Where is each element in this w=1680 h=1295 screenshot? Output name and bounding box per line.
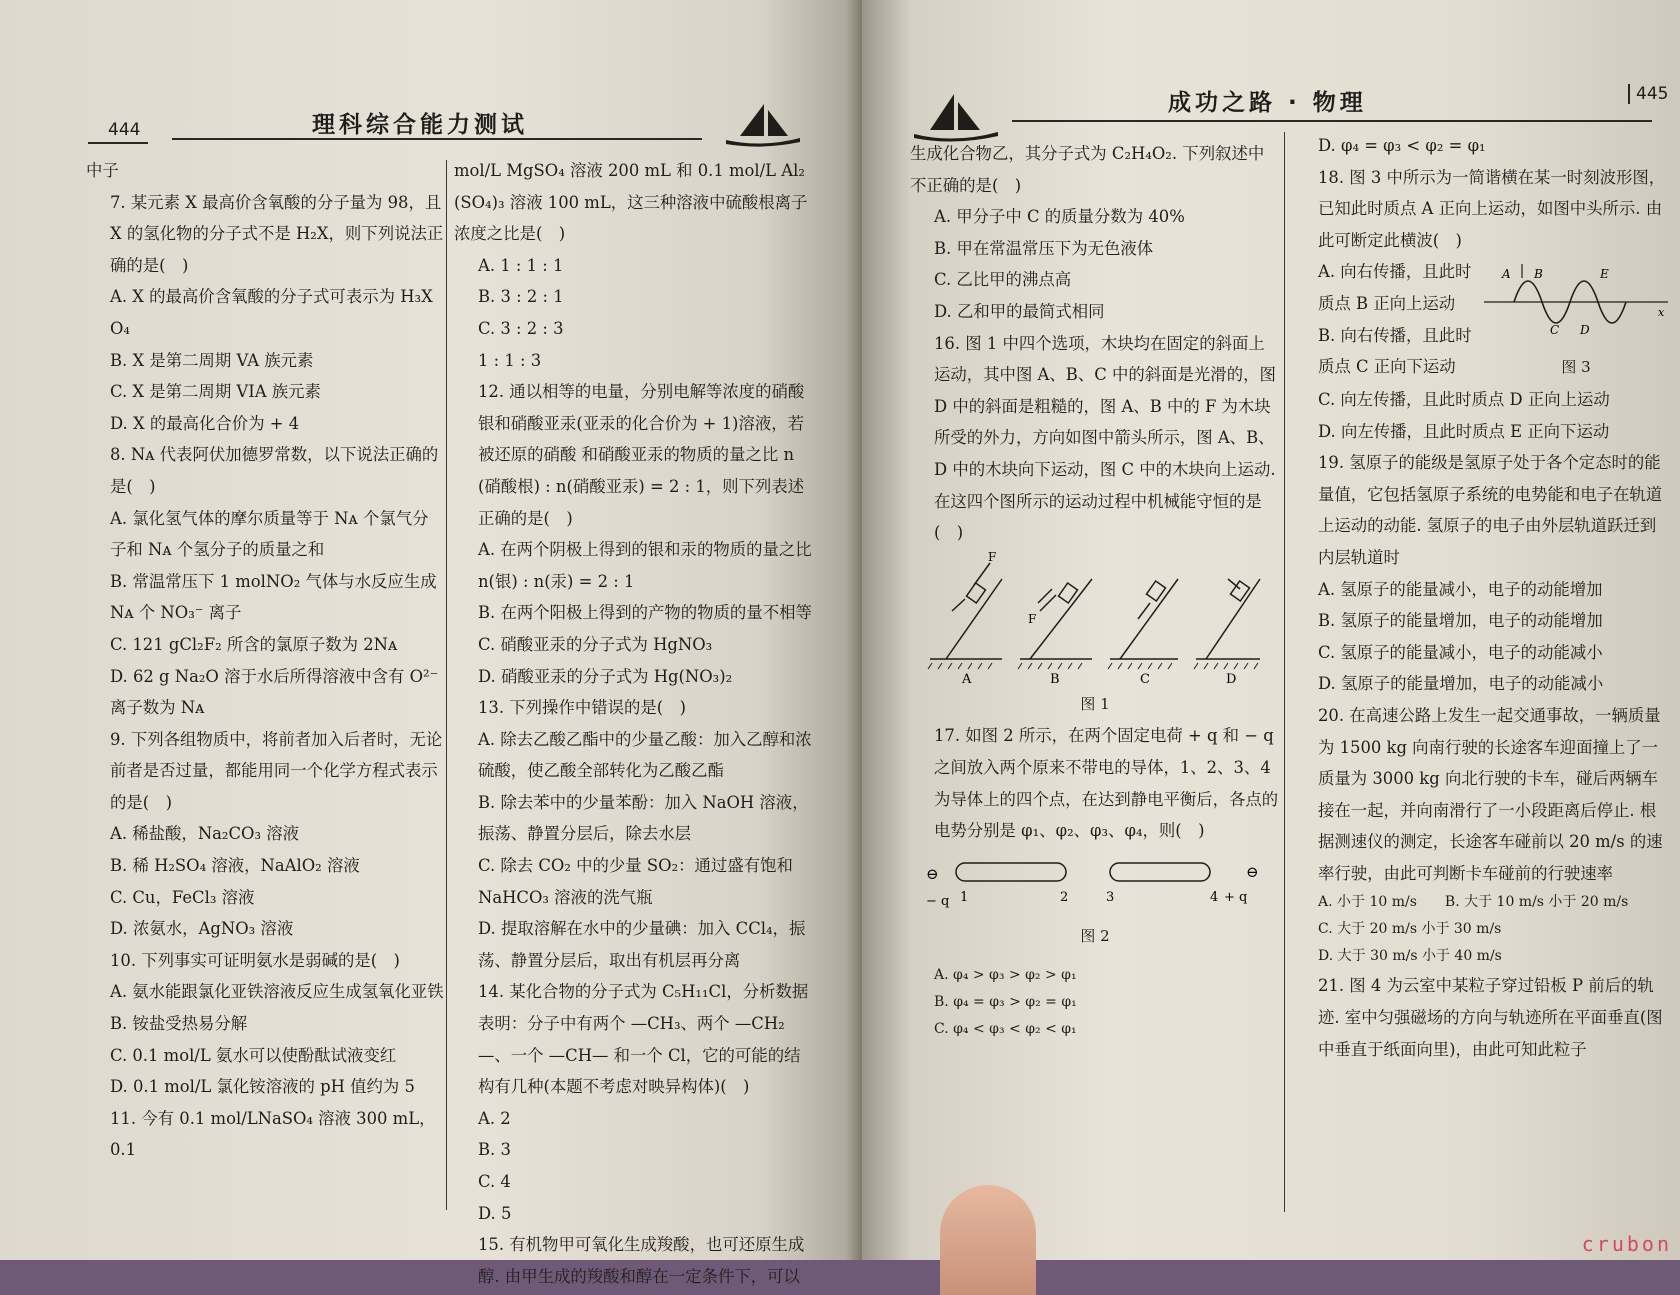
text-line: B. 常温常压下 1 molNO₂ 气体与水反应生成 Nᴀ 个 NO₃⁻ 离子 — [110, 571, 437, 623]
text-line: B. 甲在常温常压下为无色液体 — [934, 238, 1154, 258]
fig1-label-b: B — [1050, 671, 1060, 687]
text-line: 17. 如图 2 所示，在两个固定电荷 + q 和 − q 之间放入两个原来不带电的导体，1、2、3、4 为导体上的四个点，在达到静电平衡后，各点的电势分别是 φ₁、φ₂、φ₃、φ₄，则( ) — [934, 726, 1279, 841]
text-line: B. 氢原子的能量增加，电子的动能增加 — [1318, 611, 1603, 631]
point-4-label: 4 — [1210, 889, 1219, 905]
fig3-label-c: C — [1550, 323, 1560, 338]
text-line: C. 3 : 2 : 3 — [478, 318, 564, 338]
header-rule-right — [1012, 120, 1652, 122]
text-line: 13. 下列操作中错误的是( ) — [478, 698, 686, 718]
text-line: A. 氯化氢气体的摩尔质量等于 Nᴀ 个氯气分子和 Nᴀ 个氢分子的质量之和 — [110, 508, 429, 560]
page-number-left: 444 — [108, 120, 141, 140]
fig1-label-d: D — [1226, 671, 1237, 687]
text-line: A. 除去乙酸乙酯中的少量乙酸：加入乙醇和浓硫酸，使乙酸全部转化为乙酸乙酯 — [478, 729, 812, 781]
text-line: 21. 图 4 为云室中某粒子穿过铅板 P 前后的轨迹. 室中匀强磁场的方向与轨迹所在平面垂直(图中垂直于纸面向里)，由此可知此粒子 — [1318, 976, 1663, 1059]
point-1-label: 1 — [960, 889, 969, 905]
text-line: A. 氨水能跟氯化亚铁溶液反应生成氢氧化亚铁 — [110, 982, 444, 1002]
text-line: D. 大于 30 m/s 小于 40 m/s — [1318, 948, 1502, 965]
sailboat-logo-right — [910, 90, 1002, 144]
text-line: D. 硝酸亚汞的分子式为 Hg(NO₃)₂ — [478, 666, 733, 686]
text-line: 9. 下列各组物质中，将前者加入后者时，无论前者是否过量，都能用同一个化学方程式表示的是( ) — [110, 729, 443, 812]
text-line: A. 甲分子中 C 的质量分数为 40% — [934, 207, 1185, 227]
text-line: B. φ₄ = φ₃ > φ₂ = φ₁ — [934, 994, 1077, 1011]
left-column-1 — [86, 155, 444, 1166]
text-line: 14. 某化合物的分子式为 C₅H₁₁Cl，分析数据表明：分子中有两个 —CH₃、两个 —CH₂—、一个 —CH— 和一个 Cl，它的可能的结构有几种(本题不考虑对映异构体)( ) — [478, 982, 809, 1097]
text-line: B. 在两个阳极上得到的产物的物质的量不相等 — [478, 603, 812, 623]
text-line: C. Cu，FeCl₃ 溶液 — [110, 887, 255, 907]
right-column-2 — [1294, 130, 1668, 1065]
header-rule-left — [172, 138, 702, 140]
text-line: A. X 的最高价含氧酸的分子式可表示为 H₃XO₄ — [110, 287, 433, 338]
text-line: 20. 在高速公路上发生一起交通事故，一辆质量为 1500 kg 向南行驶的长途客车迎面撞上了一质量为 3000 kg 向北行驶的卡车，碰后两辆车接在一起，并向南滑行了一小段距离后停止. 根据测速仪的测定，长途客车碰前以 20 m/s 的速率行驶，由此可判断卡车碰前的行驶速率 — [1318, 705, 1663, 883]
text-line: B. 铵盐受热易分解 — [110, 1014, 248, 1034]
fig1-force-label-b: F — [1028, 611, 1037, 626]
watermark: crubon — [1581, 1232, 1672, 1256]
text-line: B. 3 : 2 : 1 — [478, 287, 564, 307]
text-line: 11. 今有 0.1 mol/LNaSO₄ 溶液 300 mL，0.1 — [110, 1108, 436, 1160]
point-2-label: 2 — [1060, 889, 1069, 905]
question-18-options-with-figure — [1294, 256, 1668, 384]
text-line: 10. 下列事实可证明氨水是弱碱的是( ) — [110, 950, 400, 970]
figure-1 — [910, 549, 1280, 721]
figure-1-inclines — [910, 549, 1280, 689]
sailboat-logo-left — [722, 100, 804, 148]
figure-2-caption: 图 2 — [1080, 926, 1110, 945]
q18-option-a: A. 向右传播，且此时质点 B 正向上运动 — [1318, 262, 1472, 313]
text-line: 生成化合物乙，其分子式为 C₂H₄O₂. 下列叙述中不正确的是( ) — [910, 144, 1265, 195]
text-line: C. X 是第二周期 VIA 族元素 — [110, 382, 321, 402]
text-line: D. 向左传播，且此时质点 E 正向下运动 — [1318, 421, 1610, 441]
plus-charge-symbol: ⊖ — [1246, 862, 1259, 881]
text-line: C. φ₄ < φ₃ < φ₂ < φ₁ — [934, 1021, 1077, 1038]
text-line: 19. 氢原子的能级是氢原子处于各个定态时的能量值，它包括氢原子系统的电势能和电子在轨道上运动的动能. 氢原子的电子由外层轨道跃迁到内层轨道时 — [1318, 453, 1663, 567]
text-line: C. 乙比甲的沸点高 — [934, 270, 1072, 290]
text-line: 1 : 1 : 3 — [478, 350, 542, 370]
page-number-right: 445 — [1628, 84, 1668, 104]
text-line: 8. Nᴀ 代表阿伏加德罗常数，以下说法正确的是( ) — [110, 445, 439, 496]
figure-3 — [1484, 256, 1668, 384]
text-line: D. 提取溶解在水中的少量碘：加入 CCl₄，振荡、静置分层后，取出有机层再分离 — [478, 919, 806, 970]
minus-charge-symbol: ⊖ — [926, 864, 939, 883]
header-title-right: 成功之路 · 物理 — [1168, 90, 1367, 116]
right-page — [862, 0, 1680, 1260]
right-column-1 — [910, 138, 1280, 1043]
fig3-label-d: D — [1580, 323, 1590, 338]
figure-2-conductors — [910, 847, 1280, 921]
text-line: C. 硝酸亚汞的分子式为 HgNO₃ — [478, 634, 713, 654]
header-title-left: 理科综合能力测试 — [312, 112, 528, 138]
text-line: D. 乙和甲的最简式相同 — [934, 301, 1105, 321]
text-line: C. 0.1 mol/L 氨水可以使酚酞试液变红 — [110, 1045, 397, 1065]
fig1-force-label-a: F — [988, 549, 997, 564]
column-divider-right — [1284, 132, 1285, 1212]
left-column-2 — [454, 155, 812, 1292]
text-line: A. 1 : 1 : 1 — [478, 255, 564, 275]
header-rule-left-short — [88, 142, 148, 144]
text-line: B. 3 — [478, 1140, 511, 1160]
column-divider-left — [446, 160, 447, 1210]
text-line: A. φ₄ > φ₃ > φ₂ > φ₁ — [934, 967, 1077, 984]
text-line: D. 氢原子的能量增加，电子的动能减小 — [1318, 674, 1604, 694]
text-line: D. 浓氨水，AgNO₃ 溶液 — [110, 919, 294, 939]
fig1-label-a: A — [962, 671, 972, 687]
fig3-axis-label: x — [1658, 306, 1665, 320]
text-line: B. X 是第二周期 VA 族元素 — [110, 350, 314, 370]
text-line: C. 4 — [478, 1172, 511, 1191]
point-3-label: 3 — [1106, 889, 1115, 905]
text-line: C. 氢原子的能量减小，电子的动能减小 — [1318, 642, 1603, 662]
text-line: D. 5 — [478, 1203, 512, 1223]
text-line: A. 稀盐酸，Na₂CO₃ 溶液 — [110, 824, 300, 844]
q18-option-b: B. 向右传播，且此时质点 C 正向下运动 — [1318, 325, 1472, 377]
fig1-label-c: C — [1140, 671, 1150, 687]
text-line: 中子 — [86, 161, 119, 180]
figure-1-caption: 图 1 — [1080, 694, 1110, 713]
figure-3-wave — [1484, 256, 1668, 352]
text-line: A. 氢原子的能量减小，电子的动能增加 — [1318, 579, 1603, 599]
text-line: C. 121 gCl₂F₂ 所含的氯原子数为 2Nᴀ — [110, 634, 398, 654]
fig3-label-e: E — [1600, 267, 1609, 282]
thumb — [940, 1185, 1036, 1295]
text-line: B. 稀 H₂SO₄ 溶液，NaAlO₂ 溶液 — [110, 856, 360, 876]
fig3-label-b: B — [1534, 267, 1543, 282]
minus-charge-label: − q — [926, 893, 950, 909]
text-line: B. 除去苯中的少量苯酚：加入 NaOH 溶液，振荡、静置分层后，除去水层 — [478, 792, 809, 844]
figure-2 — [910, 847, 1280, 953]
text-line: 12. 通以相等的电量，分别电解等浓度的硝酸银和硝酸亚汞(亚汞的化合价为 + 1)溶液，若被还原的硝酸 和硝酸亚汞的物质的量之比 n(硝酸根) : n(硝酸亚汞) = 2 : 1，则下列表述正确的是( ) — [478, 382, 805, 528]
text-line: A. 2 — [478, 1108, 511, 1128]
text-line: D. φ₄ = φ₃ < φ₂ = φ₁ — [1318, 136, 1486, 155]
text-line: 18. 图 3 中所示为一简谐横在某一时刻波形图，已知此时质点 A 正向上运动，如图中头所示. 由此可断定此横波( ) — [1318, 167, 1666, 250]
text-line: 16. 图 1 中四个选项，木块均在固定的斜面上运动，其中图 A、B、C 中的斜面是光滑的，图 D 中的斜面是粗糙的，图 A、B 中的 F 为木块所受的外力，方向如图中箭头所示，图 A、B、D 中的木块向下运动，图 C 中的木块向上运动. 在这四个图所示的运动过程中机械能守恒的是( ) — [934, 333, 1276, 543]
text-line: D. 0.1 mol/L 氯化铵溶液的 pH 值约为 5 — [110, 1077, 415, 1097]
fig3-label-a: A — [1502, 267, 1511, 282]
text-line: D. X 的最高化合价为 + 4 — [110, 413, 300, 433]
text-line: C. 除去 CO₂ 中的少量 SO₂：通过盛有饱和 NaHCO₃ 溶液的洗气瓶 — [478, 856, 793, 907]
text-line: D. 62 g Na₂O 溶于水后所得溶液中含有 O²⁻ 离子数为 Nᴀ — [110, 666, 439, 718]
text-line: 15. 有机物甲可氧化生成羧酸，也可还原生成醇. 由甲生成的羧酸和醇在一定条件下，可以 — [478, 1235, 805, 1286]
text-line: mol/L MgSO₄ 溶液 200 mL 和 0.1 mol/L Al₂(SO₄)₃ 溶液 100 mL，这三种溶液中硫酸根离子浓度之比是( ) — [454, 161, 808, 244]
plus-charge-label: + q — [1224, 889, 1248, 905]
text-line: C. 向左传播，且此时质点 D 正向上运动 — [1318, 389, 1610, 409]
text-line: C. 大于 20 m/s 小于 30 m/s — [1318, 921, 1502, 938]
text-line: 7. 某元素 X 最高价含氧酸的分子量为 98，且 X 的氢化物的分子式不是 H₂X，则下列说法正确的是( ) — [110, 192, 444, 275]
figure-3-caption: 图 3 — [1561, 358, 1591, 377]
text-line: A. 在两个阴极上得到的银和汞的物质的量之比 n(银) : n(汞) = 2 : 1 — [478, 540, 812, 591]
text-line: A. 小于 10 m/s B. 大于 10 m/s 小于 20 m/s — [1318, 894, 1629, 911]
